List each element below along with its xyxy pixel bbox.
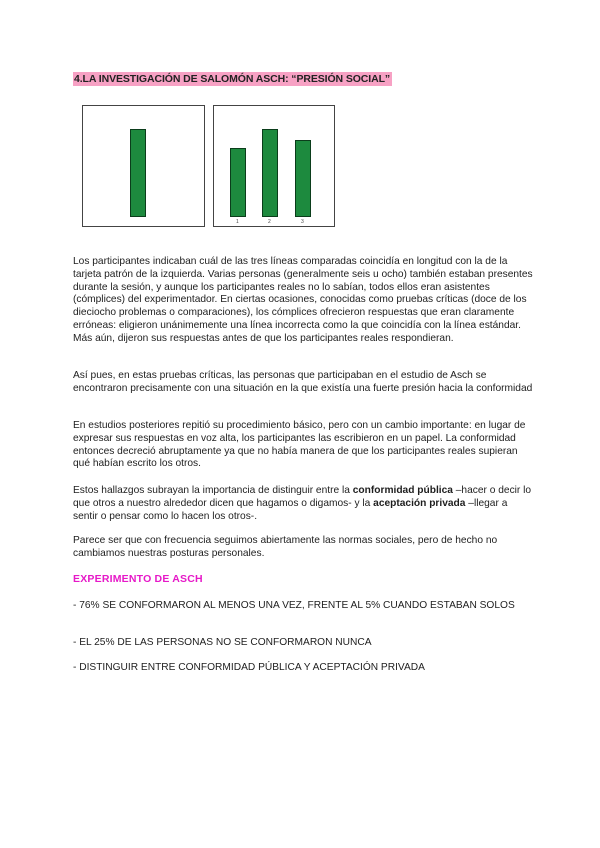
standard-line-card [82, 105, 205, 227]
paragraph-findings [73, 485, 533, 523]
term-private-acceptance: aceptación privada [373, 497, 466, 509]
comparison-line-3 [295, 140, 311, 217]
paragraph-later-studies: En estudios posteriores repitió su procedimiento básico, pero con un cambio importante: en lugar de expresar sus respuestas en voz alta, los participantes las escribieron en un papel. La conformidad entonces decreció abruptamente ya que no había manera de que los participantes reales supieran qué habían escrito los otros. [73, 420, 526, 470]
findings-text-3: –llegar a sentir o pensar como lo hacen los otros-. [73, 497, 508, 522]
comparison-line-2 [262, 129, 278, 217]
bullet-item-2: - EL 25% DE LAS PERSONAS NO SE CONFORMARON NUNCA [73, 637, 372, 648]
comparison-label-1: 1 [236, 219, 239, 225]
findings-text-1: Estos hallazgos subrayan la importancia de distinguir entre la [73, 485, 353, 496]
term-public-conformity: conformidad pública [352, 485, 453, 496]
standard-line [130, 129, 146, 217]
experiment-section-title: EXPERIMENTO DE ASCH [73, 573, 203, 585]
comparison-label-2: 2 [268, 219, 271, 225]
paragraph-social-norms: Parece ser que con frecuencia seguimos abiertamente las normas sociales, pero de hecho no cambiamos nuestras posturas personales. [73, 535, 498, 559]
paragraph-procedure: Los participantes indicaban cuál de las tres líneas comparadas coincidía en longitud con la de la tarjeta patrón de la izquierda. Varias personas (generalmente seis u ocho) también estaban presentes durante la sesión, y aunque los participantes reales no lo sabían, todos ellos eran asistentes (cómplices) del experimentador. En ciertas ocasiones, conocidas como pruebas críticas (doce de los dieciocho problemas o comparaciones), los cómplices ofrecieron respuestas que eran claramente erróneas: eligieron unánimemente una línea incorrecta como la que coincidía con la línea estándar. Más aún, dijeron sus respuestas antes de que los participantes reales respondieran. [73, 256, 533, 344]
comparison-label-3: 3 [301, 219, 304, 225]
section-heading: 4.LA INVESTIGACIÓN DE SALOMÓN ASCH: “PRESIÓN SOCIAL” [74, 73, 391, 85]
paragraph-critical-trials: Así pues, en estas pruebas críticas, las personas que participaban en el estudio de Asch se encontraron precisamente con una situación en la que existía una fuerte presión hacia la conformidad [73, 370, 533, 394]
comparison-line-1 [230, 148, 246, 217]
bullet-item-1: - 76% SE CONFORMARON AL MENOS UNA VEZ, FRENTE AL 5% CUANDO ESTABAN SOLOS [73, 600, 515, 611]
comparison-lines-card [213, 105, 335, 227]
bullet-item-3: - DISTINGUIR ENTRE CONFORMIDAD PÚBLICA Y ACEPTACIÓN PRIVADA [73, 662, 425, 673]
findings-text-2: –hacer o decir lo que otros a nuestro alrededor dicen que hagamos o digamos- y la [73, 485, 532, 509]
